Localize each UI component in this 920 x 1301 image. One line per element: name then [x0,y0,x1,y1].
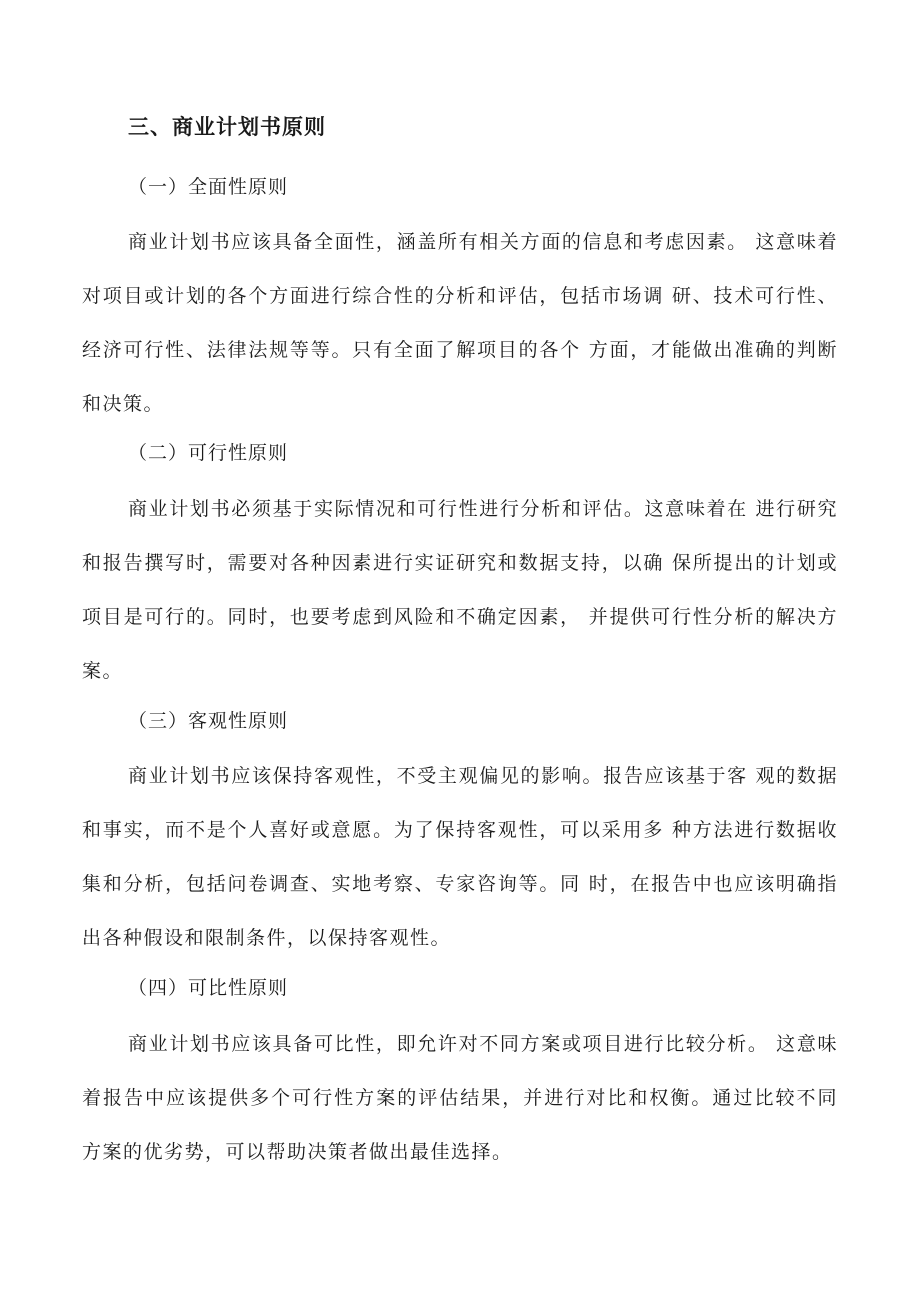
subsection-heading-2: （二）可行性原则 [128,442,289,464]
subsection-heading-1: （一）全面性原则 [128,176,289,198]
subsection-paragraph-1: 商业计划书应该具备全面性，涵盖所有相关方面的信息和考虑因素。 这意味着对项目或计划的各个方面进行综合性的分析和评估，包括市场调 研、技术可行性、经济可行性、法律法规等等。只有全面了解项目的各个 方面，才能做出准确的判断和决策。 [82,231,838,415]
subsection-paragraph-3: 商业计划书应该保持客观性，不受主观偏见的影响。报告应该基于客 观的数据和事实，而不是个人喜好或意愿。为了保持客观性，可以采用多 种方法进行数据收集和分析，包括问卷调查、实地考察、专家咨询等。同 时，在报告中也应该明确指出各种假设和限制条件，以保持客观性。 [82,765,838,949]
subsection-paragraph-4: 商业计划书应该具备可比性，即允许对不同方案或项目进行比较分析。 这意味着报告中应该提供多个可行性方案的评估结果，并进行对比和权衡。通过比较不同方案的优劣势，可以帮助决策者做出最佳选择。 [82,1033,838,1163]
subsection-paragraph-2: 商业计划书必须基于实际情况和可行性进行分析和评估。这意味着在 进行研究和报告撰写时，需要对各种因素进行实证研究和数据支持，以确 保所提出的计划或项目是可行的。同时，也要考虑到风险和不确定因素， 并提供可行性分析的解决方案。 [82,498,838,682]
subsection-heading-3: （三）客观性原则 [128,710,289,732]
section-title: 三、商业计划书原则 [128,114,326,139]
subsection-heading-4: （四）可比性原则 [128,977,289,999]
